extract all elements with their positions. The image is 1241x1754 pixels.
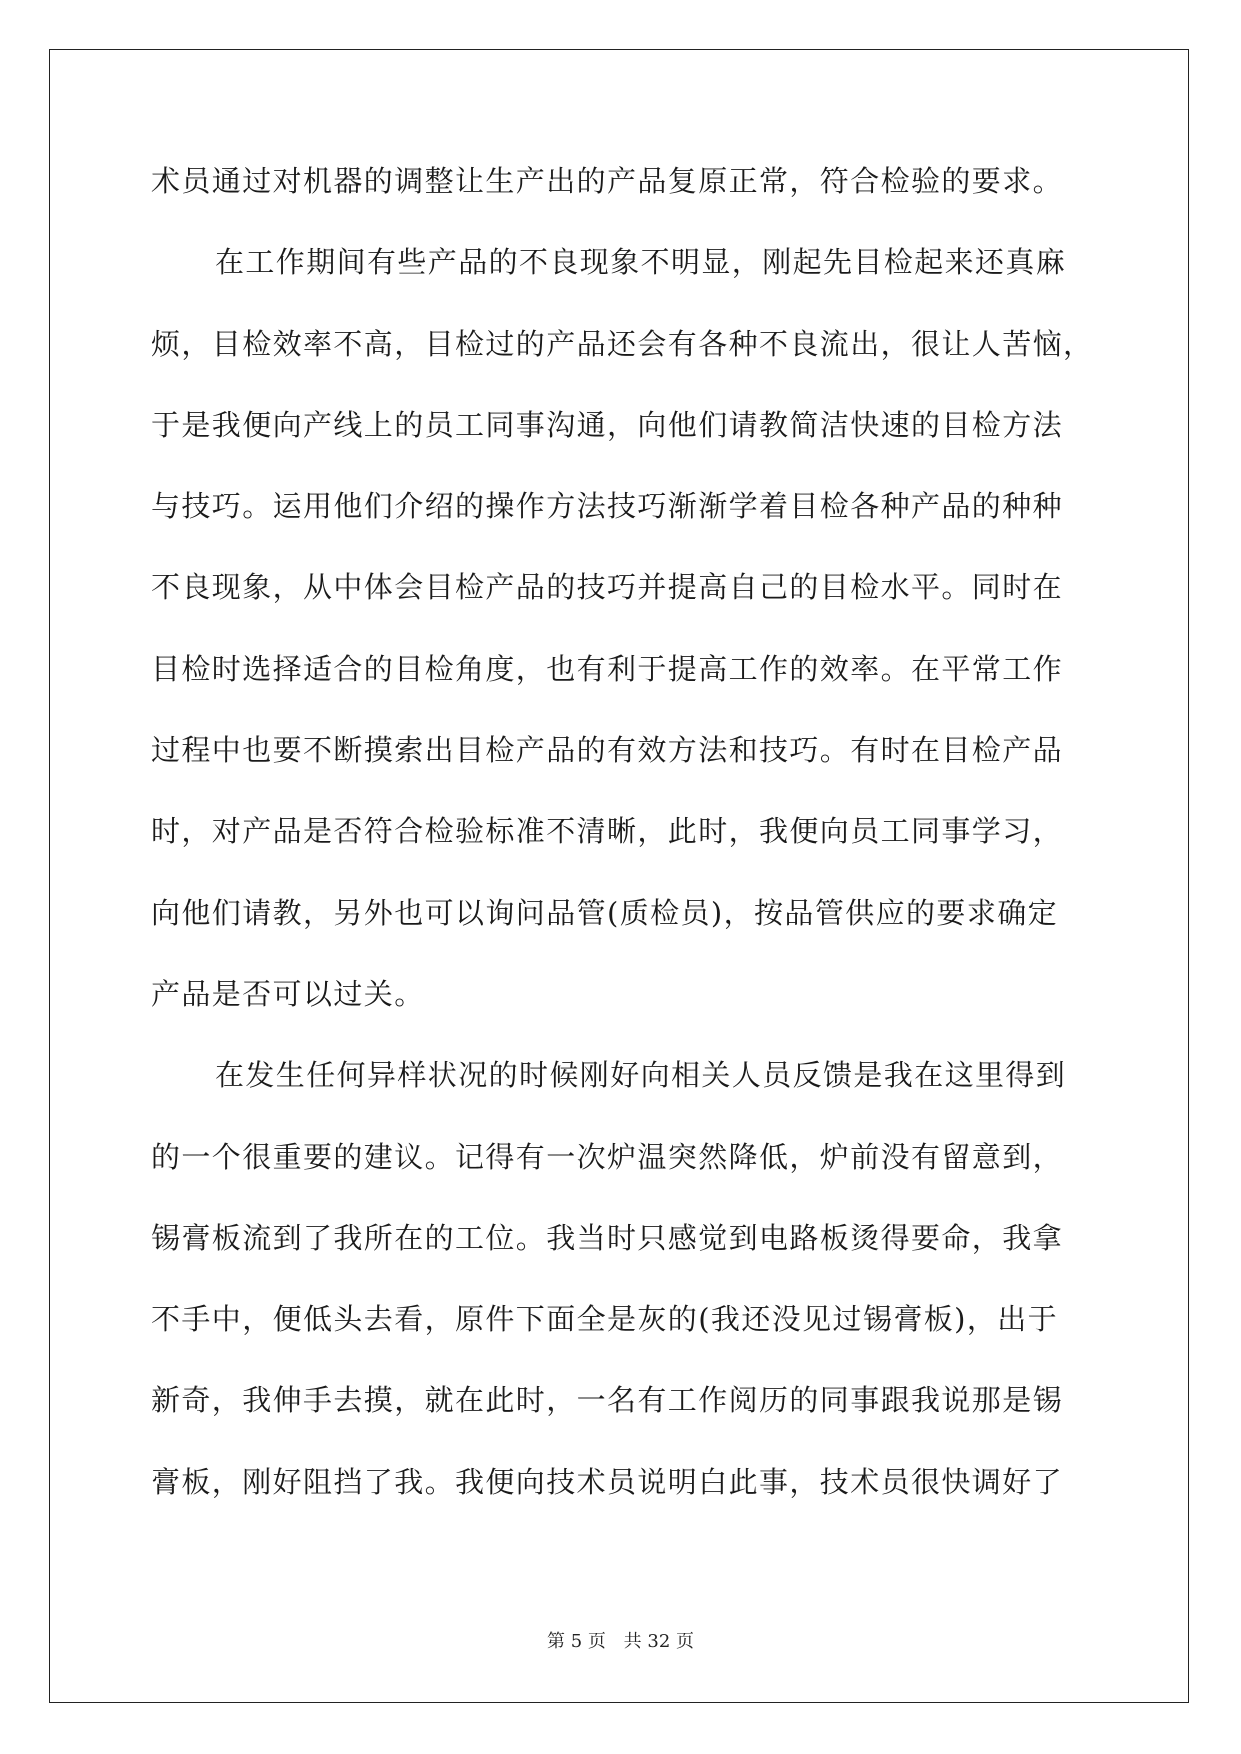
text-line: 在发生任何异样状况的时候刚好向相关人员反馈是我在这里得到 bbox=[215, 1058, 1067, 1093]
text-line: 锡膏板流到了我所在的工位。我当时只感觉到电路板烫得要命，我拿 bbox=[151, 1220, 1064, 1255]
text-line: 向他们请教，另外也可以询问品管(质检员)，按品管供应的要求确定 bbox=[151, 895, 1059, 930]
page-total: 共 32 页 bbox=[623, 1631, 694, 1652]
text-line: 与技巧。运用他们介绍的操作方法技巧渐渐学着目检各种产品的种种 bbox=[151, 489, 1064, 524]
text-line: 过程中也要不断摸索出目检产品的有效方法和技巧。有时在目检产品 bbox=[151, 733, 1064, 768]
text-line: 时，对产品是否符合检验标准不清晰，此时，我便向员工同事学习， bbox=[151, 814, 1064, 849]
text-line: 产品是否可以过关。 bbox=[151, 976, 425, 1011]
text-line: 于是我便向产线上的员工同事沟通，向他们请教简洁快速的目检方法 bbox=[151, 407, 1064, 442]
text-line: 烦，目检效率不高，目检过的产品还会有各种不良流出，很让人苦恼， bbox=[151, 326, 1094, 361]
page-number: 第 5 页 bbox=[547, 1631, 606, 1652]
text-line: 不手中，便低头去看，原件下面全是灰的(我还没见过锡膏板)，出于 bbox=[151, 1302, 1059, 1337]
text-line: 不良现象，从中体会目检产品的技巧并提高自己的目检水平。同时在 bbox=[151, 570, 1064, 605]
text-line: 的一个很重要的建议。记得有一次炉温突然降低，炉前没有留意到， bbox=[151, 1139, 1064, 1174]
page-footer bbox=[0, 1627, 1241, 1653]
text-line: 新奇，我伸手去摸，就在此时，一名有工作阅历的同事跟我说那是锡 bbox=[151, 1383, 1064, 1418]
text-line: 膏板，刚好阻挡了我。我便向技术员说明白此事，技术员很快调好了 bbox=[151, 1464, 1064, 1499]
text-line: 目检时选择适合的目检角度，也有利于提高工作的效率。在平常工作 bbox=[151, 651, 1064, 686]
text-line: 术员通过对机器的调整让生产出的产品复原正常，符合检验的要求。 bbox=[151, 164, 1064, 198]
text-line: 在工作期间有些产品的不良现象不明显，刚起先目检起来还真麻 bbox=[215, 245, 1067, 280]
document-body bbox=[151, 156, 1094, 1538]
